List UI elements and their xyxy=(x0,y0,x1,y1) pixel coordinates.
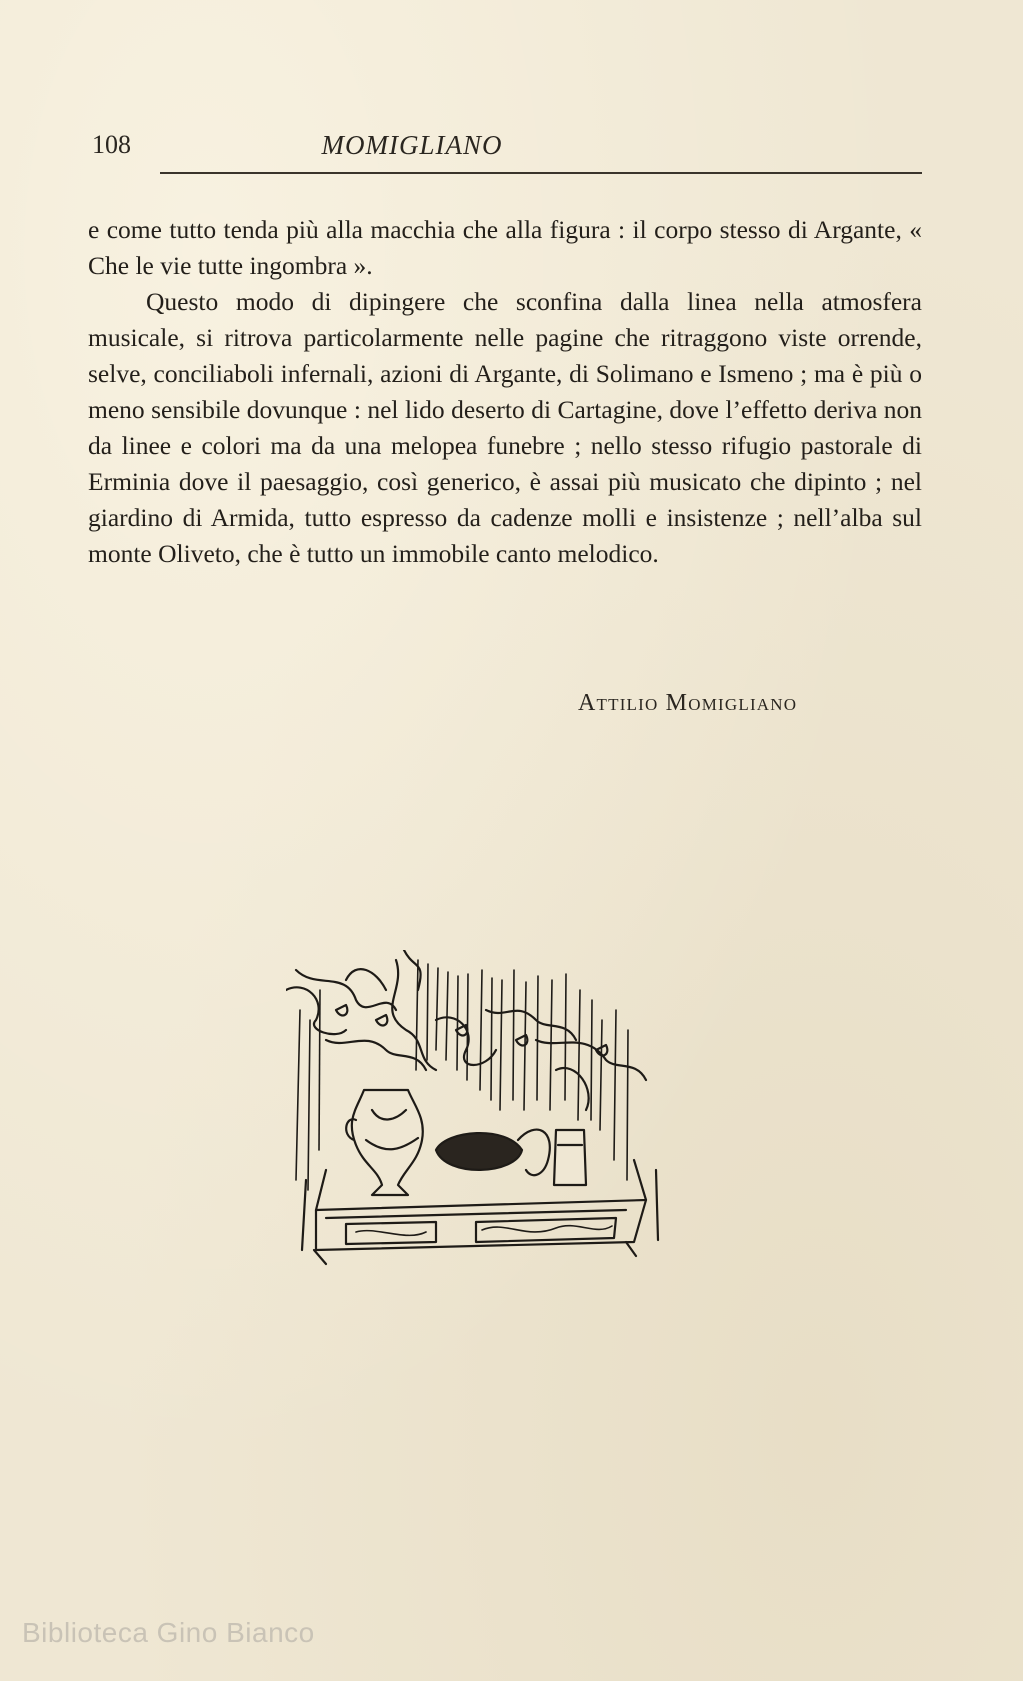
library-watermark: Biblioteca Gino Bianco xyxy=(22,1617,315,1648)
still-life-illustration xyxy=(286,950,686,1280)
page-header xyxy=(92,122,922,166)
author-signature: Attilio Momigliano xyxy=(578,690,798,716)
header-rule xyxy=(160,172,922,174)
bowl xyxy=(436,1130,550,1176)
running-head: MOMIGLIANO xyxy=(321,130,503,160)
table xyxy=(302,1160,658,1264)
paragraph: Questo modo di dipingere che sconfina dalla linea nella atmosfera musicale, si ritrova particolarmente nelle pagine che ritraggono viste orrende, selve, conciliaboli infernali, azioni di Argante, di Solimano e Ismeno ; ma è più o meno sensibile dovunque : nel lido deserto di Cartagine, dove l’effetto deriva non da linee e colori ma da una melopea funebre ; nello stesso rifugio pastorale di Erminia dove il paesaggio, così generico, è assai più musicato che dipinto ; nel giardino di Armida, tutto espresso da cadenze molli e insistenze ; nell’alba sul monte Oliveto, che è tutto un immobile canto melodico. xyxy=(88,287,922,568)
paragraph: e come tutto tenda più alla macchia che alla figura : il corpo stesso di Argante, « Che le vie tutte ingombra ». xyxy=(88,215,922,280)
body-text xyxy=(88,212,922,572)
vase xyxy=(346,1090,423,1195)
page-number: 108 xyxy=(92,130,131,159)
jar xyxy=(554,1130,586,1185)
